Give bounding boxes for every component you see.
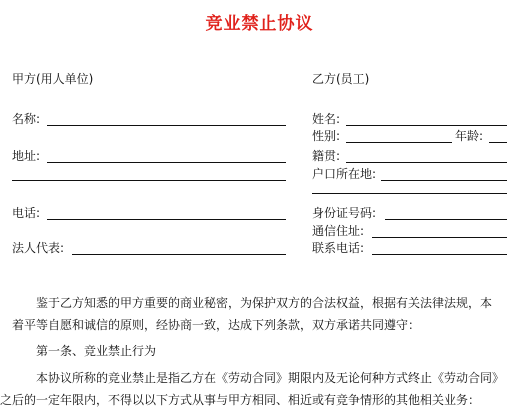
party-b-gender-label: 性别: [312, 129, 341, 143]
party-b-mail-label: 通信住址: [312, 224, 365, 238]
article1-heading: 第一条、竞业禁止行为 [36, 344, 157, 358]
party-b-hukou-label: 户口所在地: [312, 167, 377, 181]
party-b-hukou-field[interactable] [381, 180, 507, 181]
article1-line1: 本协议所称的竞业禁止是指乙方在《劳动合同》期限内及无论何种方式终止《劳动合同》 [36, 371, 505, 385]
article1-line2: 之后的一定年限内，不得以以下方式从事与甲方相同、相近或有竞争情形的其他相关业务： [0, 393, 481, 407]
party-b-native-field[interactable] [346, 162, 507, 163]
party-b-gender-field[interactable] [346, 142, 452, 143]
document-title: 竞业禁止协议 [205, 14, 314, 34]
party-a-address-label: 地址: [12, 149, 41, 163]
intro-paragraph-line2: 着平等自愿和诚信的原则，经协商一致，达成下列条款，双方承诺共同遵守： [12, 318, 421, 332]
party-b-phone-label: 联系电话: [312, 241, 365, 255]
party-b-age-label: 年龄: [455, 129, 484, 143]
party-a-address-field-line2[interactable] [12, 180, 286, 181]
intro-paragraph-line1: 鉴于乙方知悉的甲方重要的商业秘密，为保护双方的合法权益，根据有关法律法规，本 [36, 296, 493, 310]
party-b-native-label: 籍贯: [312, 149, 341, 163]
party-b-heading: 乙方(员工) [312, 72, 370, 86]
party-a-rep-label: 法人代表: [12, 241, 65, 255]
party-a-phone-field[interactable] [47, 219, 286, 220]
party-a-phone-label: 电话: [12, 206, 41, 220]
party-b-id-label: 身份证号码: [312, 206, 377, 220]
party-b-age-field[interactable] [489, 142, 507, 143]
party-b-mail-field[interactable] [372, 237, 507, 238]
party-b-name-label: 姓名: [312, 112, 341, 126]
party-a-rep-field[interactable] [72, 254, 286, 255]
party-b-hukou-field-line2[interactable] [312, 193, 507, 194]
party-a-name-label: 名称: [12, 112, 41, 126]
party-a-name-field[interactable] [47, 125, 286, 126]
party-a-address-field[interactable] [47, 162, 286, 163]
party-b-name-field[interactable] [346, 125, 507, 126]
party-b-id-field[interactable] [385, 219, 507, 220]
party-b-phone-field[interactable] [372, 254, 507, 255]
party-a-heading: 甲方(用人单位) [12, 72, 94, 86]
